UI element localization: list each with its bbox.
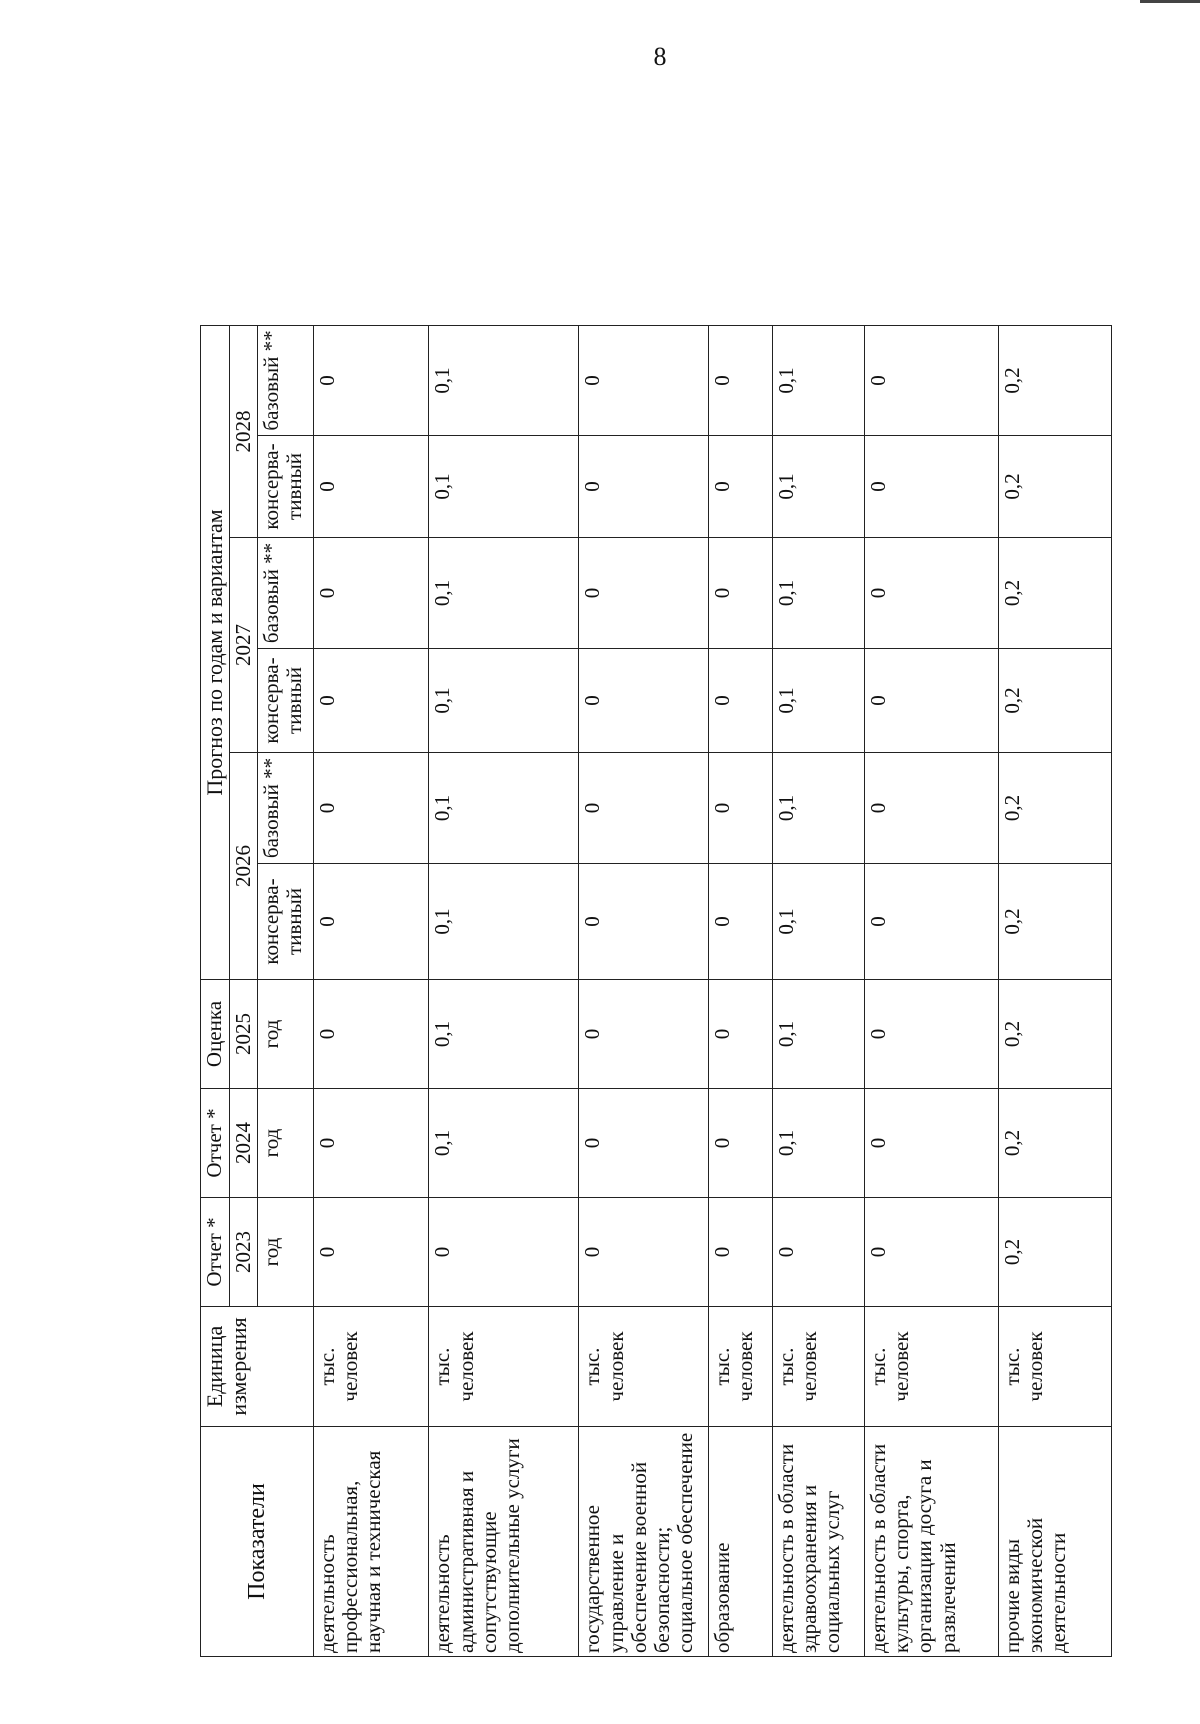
table-row: [865, 111, 999, 1656]
header-report-2023-sub: год: [258, 1198, 314, 1307]
table-row: [772, 111, 865, 1656]
header-2028-base: базовый **: [258, 325, 314, 435]
header-estimate-top: Оценка: [201, 980, 230, 1089]
value-cell: 0,1: [772, 1089, 865, 1198]
value-cell: 0: [709, 1089, 773, 1198]
value-cell: 0: [709, 1198, 773, 1307]
value-cell: 0,1: [429, 538, 579, 649]
value-cell: 0,1: [772, 436, 865, 538]
value-cell: 0: [865, 538, 999, 649]
value-cell: 0: [579, 864, 709, 980]
row-unit: тыс. человек: [314, 1307, 429, 1427]
header-unit: Единица измерения: [201, 1307, 314, 1427]
value-cell: 0: [772, 1198, 865, 1307]
value-cell: 0,1: [772, 649, 865, 753]
row-unit: тыс. человек: [772, 1307, 865, 1427]
value-cell: 0: [865, 864, 999, 980]
value-cell: 0: [314, 980, 429, 1089]
table-row: [429, 111, 579, 1656]
blank-cell: [772, 111, 865, 325]
value-cell: 0,1: [429, 649, 579, 753]
value-cell: 0,1: [772, 864, 865, 980]
row-name: деятельность профессиональная, научная и техническая: [314, 1427, 429, 1657]
value-cell: 0,1: [429, 325, 579, 435]
value-cell: 0,2: [998, 1198, 1111, 1307]
value-cell: 0,1: [772, 980, 865, 1089]
header-year-2028: 2028: [230, 325, 258, 537]
header-year-2026: 2026: [230, 753, 258, 980]
value-cell: 0: [865, 753, 999, 864]
row-name: деятельность в области здравоохранения и социальных услуг: [772, 1427, 865, 1657]
table-row: [709, 111, 773, 1656]
top-edge-line: [1140, 0, 1200, 3]
value-cell: 0: [314, 864, 429, 980]
value-cell: 0,2: [998, 436, 1111, 538]
value-cell: 0: [579, 649, 709, 753]
header-report-2024-sub: год: [258, 1089, 314, 1198]
value-cell: 0,1: [772, 538, 865, 649]
table-row: [579, 111, 709, 1656]
header-forecast: Прогноз по годам и вариантам: [201, 325, 230, 979]
rotated-table-container: [200, 112, 1112, 1657]
value-cell: 0: [314, 753, 429, 864]
value-cell: 0: [579, 753, 709, 864]
value-cell: 0: [579, 325, 709, 435]
row-name: образование: [709, 1427, 773, 1657]
header-report-2023-year: 2023: [230, 1198, 258, 1307]
value-cell: 0: [865, 1198, 999, 1307]
header-indicators: Показатели: [201, 1427, 314, 1657]
value-cell: 0: [314, 1198, 429, 1307]
value-cell: 0,2: [998, 980, 1111, 1089]
value-cell: 0,2: [998, 538, 1111, 649]
blank-cell: [579, 111, 709, 325]
row-name: прочие виды экономической деятельности: [998, 1427, 1111, 1657]
value-cell: 0,2: [998, 753, 1111, 864]
row-name: государственное управление и обеспечение военной безопасности; социальное обеспечение: [579, 1427, 709, 1657]
header-estimate-year: 2025: [230, 980, 258, 1089]
header-2028-conservative: консерва-тивный: [258, 436, 314, 538]
row-unit: тыс. человек: [865, 1307, 999, 1427]
value-cell: 0,1: [429, 864, 579, 980]
value-cell: 0,2: [998, 864, 1111, 980]
blank-cell: [429, 111, 579, 325]
table-row: [314, 111, 429, 1656]
row-unit: тыс. человек: [429, 1307, 579, 1427]
value-cell: 0,1: [429, 1089, 579, 1198]
value-cell: 0: [865, 980, 999, 1089]
header-2026-base: базовый **: [258, 753, 314, 864]
blank-cell: [314, 111, 429, 325]
table-row: [998, 111, 1111, 1656]
value-cell: 0,1: [772, 325, 865, 435]
value-cell: 0: [579, 980, 709, 1089]
header-report-2024-top: Отчет *: [201, 1089, 230, 1198]
blank-cell: [998, 111, 1111, 325]
value-cell: 0,2: [998, 649, 1111, 753]
value-cell: 0: [709, 980, 773, 1089]
blank-cell: [865, 111, 999, 325]
value-cell: 0: [314, 649, 429, 753]
value-cell: 0,1: [772, 753, 865, 864]
value-cell: 0: [579, 538, 709, 649]
header-report-2024-year: 2024: [230, 1089, 258, 1198]
value-cell: 0: [865, 325, 999, 435]
value-cell: 0: [314, 538, 429, 649]
value-cell: 0,1: [429, 436, 579, 538]
value-cell: 0: [579, 1089, 709, 1198]
header-2027-base: базовый **: [258, 538, 314, 649]
value-cell: 0: [709, 325, 773, 435]
row-unit: тыс. человек: [709, 1307, 773, 1427]
value-cell: 0,1: [429, 980, 579, 1089]
value-cell: 0,2: [998, 325, 1111, 435]
value-cell: 0: [429, 1198, 579, 1307]
value-cell: 0,2: [998, 1089, 1111, 1198]
value-cell: 0: [579, 1198, 709, 1307]
value-cell: 0: [314, 436, 429, 538]
blank-cell: [709, 111, 773, 325]
value-cell: 0: [865, 436, 999, 538]
row-unit: тыс. человек: [998, 1307, 1111, 1427]
row-unit: тыс. человек: [579, 1307, 709, 1427]
value-cell: 0,1: [429, 753, 579, 864]
value-cell: 0: [709, 436, 773, 538]
page-number: 8: [653, 42, 667, 71]
blank-header-area: [201, 111, 314, 325]
row-name: деятельность административная и сопутствующие дополнительные услуги: [429, 1427, 579, 1657]
row-name: деятельность в области культуры, спорта, организации досуга и развлечений: [865, 1427, 999, 1657]
value-cell: 0: [314, 325, 429, 435]
value-cell: 0: [709, 649, 773, 753]
value-cell: 0: [579, 436, 709, 538]
header-estimate-sub: год: [258, 980, 314, 1089]
header-2026-conservative: консерва-тивный: [258, 864, 314, 980]
header-year-2027: 2027: [230, 538, 258, 753]
value-cell: 0: [865, 649, 999, 753]
header-2027-conservative: консерва-тивный: [258, 649, 314, 753]
value-cell: 0: [709, 864, 773, 980]
value-cell: 0: [709, 538, 773, 649]
value-cell: 0: [709, 753, 773, 864]
value-cell: 0: [314, 1089, 429, 1198]
forecast-table: [200, 111, 1112, 1657]
header-report-2023-top: Отчет *: [201, 1198, 230, 1307]
value-cell: 0: [865, 1089, 999, 1198]
